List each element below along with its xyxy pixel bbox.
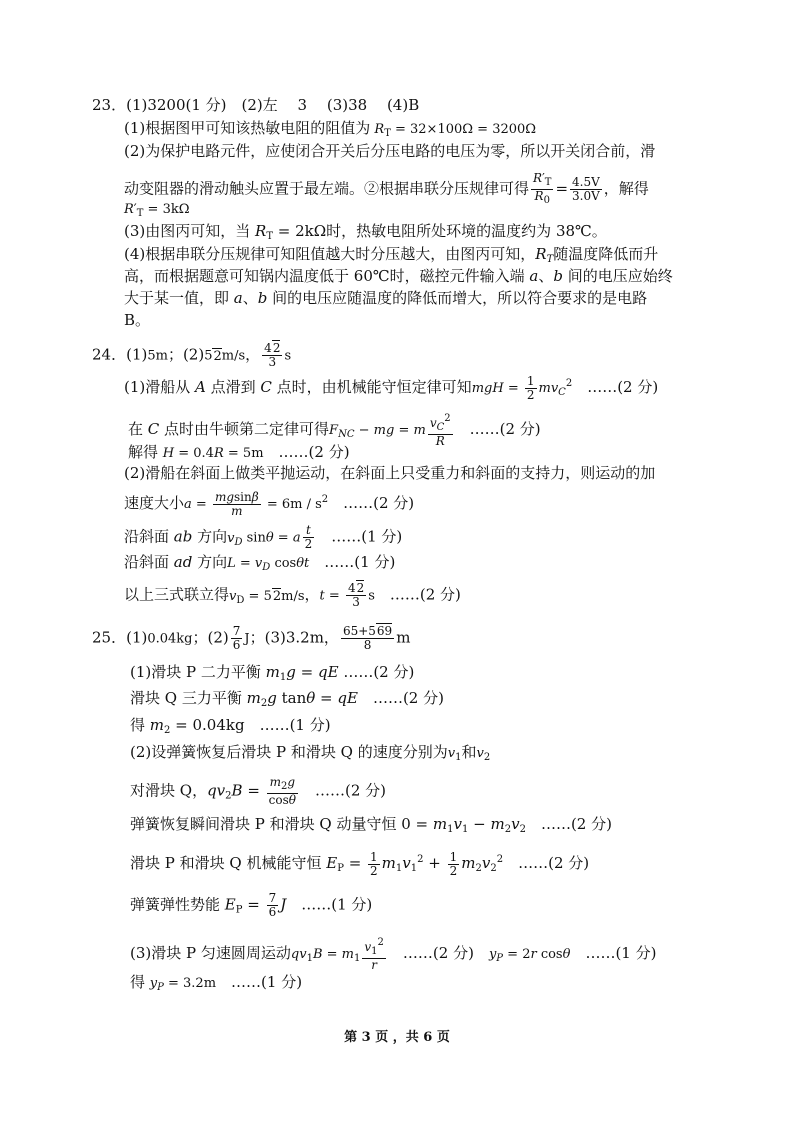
page-footer: 第 3 页 ，共 6 页 (344, 1030, 450, 1045)
q24-line4: (2)滑船在斜面上做类平抛运动，在斜面上只受重力和斜面的支持力，则运动的加 (124, 464, 656, 482)
q23-line2: (2)为保护电路元件，应使闭合开关后分压电路的电压为零，所以开关闭合前，滑 (124, 142, 656, 160)
q24-line7: 沿斜面 ad 方向$L = v_D$ cosθt ……(1 分) (124, 553, 396, 573)
q25-line2: 滑块 Q 三力平衡 $m_2g$ tanθ = qE ……(2 分) (130, 689, 444, 709)
q23-line4: $R'_T = 3k\Omega$ (124, 202, 190, 219)
q24-line3: 解得 H = 0.4R = 5m ……(2 分) (128, 443, 350, 461)
q23-line3: 动变阻器的滑动触头应置于最左端。②根据串联分压规律可得 $\frac{R'_T}{R_0}$ = $\frac{4.5V}{3.0V}$ ，解得 (124, 171, 649, 206)
q25-line9: (3)滑块 P 匀速圆周运动$qv_1B = m_1$ $\frac{v_1^2}{r}$ ……(2 分) $y_P = 2r$ cosθ ……(1 分) (130, 937, 657, 972)
q23-answers: 23．(1)3200(1 分) (2)左 3 (3)38 (4)B (92, 96, 420, 114)
q25-line7: 滑块 P 和滑块 Q 机械能守恒 $E_P$ = $\frac{1}{2}$ $m_1v_1^2$ + $\frac{1}{2}$ $m_2v_2^2$ ……(2 分) (130, 849, 590, 878)
q23-line1: (1)根据图甲可知该热敏电阻的阻值为 $R_T = 32\times 100\Omega = 3200\Omega$ (124, 119, 537, 139)
q24-line1: (1)滑船从 A 点滑到 C 点时，由机械能守恒定律可知mgH = $\frac{1}{2}$ $mv_C^2$ ……(2 分) (124, 373, 659, 402)
q24-answers: 24．(1)5m；(2)52m/s， $\frac{42}{3}$ s (92, 341, 292, 369)
q24-line6: 沿斜面 ab 方向$v_D$ sinθ = a $\frac{t}{2}$ ……(1 分) (124, 523, 403, 551)
q25-answers: 25．(1)0.04kg；(2) $\frac{7}{6}$ J；(3)3.2m， $\frac{65+569}{8}$ m (92, 624, 411, 652)
q25-line4: (2)设弹簧恢复后滑块 P 和滑块 Q 的速度分别为$v_1$和$v_2$ (130, 743, 491, 763)
q24-line5: 速度大小a = $\frac{mgsin\beta}{m}$ = $6m / s^2$ ……(2 分) (124, 489, 415, 518)
q25-line1: (1)滑块 P 二力平衡 $m_1g$ = qE ……(2 分) (130, 663, 415, 683)
q23-line9: B。 (124, 311, 151, 329)
q23-line7: 高，而根据题意可知锅内温度低于 60℃时，磁控元件输入端 a、b 间的电压应始终 (124, 267, 673, 285)
q25-line6: 弹簧恢复瞬间滑块 P 和滑块 Q 动量守恒 $0 = m_1v_1 - m_2v_2$ ……(2 分) (130, 815, 612, 835)
q24-line2: 在 C 点时由牛顿第二定律可得$F_{NC}$ − mg = m $\frac{v_C^2}{R}$ ……(2 分) (128, 413, 541, 448)
q23-line8: 大于某一值，即 a、b 间的电压应随温度的降低而增大，所以符合要求的是电路 (124, 289, 648, 307)
q23-line6: (4)根据串联分压规律可知阻值越大时分压越大，由图丙可知，$R_T$随温度降低而升 (124, 245, 659, 265)
q24-line8: 以上三式联立得$v_D = 52m/s$，t = $\frac{42}{3}$ s ……(2 分) (124, 581, 461, 609)
q25-line5: 对滑块 Q，$qv_2B$ = $\frac{m_2g}{\cos\theta}$ ……(2 分) (130, 775, 387, 807)
q25-line3: 得 $m_2 = 0.04kg$ ……(1 分) (130, 716, 331, 736)
q25-line10: 得 $y_P = 3.2m$ ……(1 分) (130, 973, 303, 993)
q25-line8: 弹簧弹性势能 $E_P$ = $\frac{7}{6}$ J ……(1 分) (130, 891, 373, 919)
q23-line5: (3)由图丙可知，当 $R_T = 2k\Omega$时，热敏电阻所处环境的温度约为 38℃。 (124, 222, 607, 242)
